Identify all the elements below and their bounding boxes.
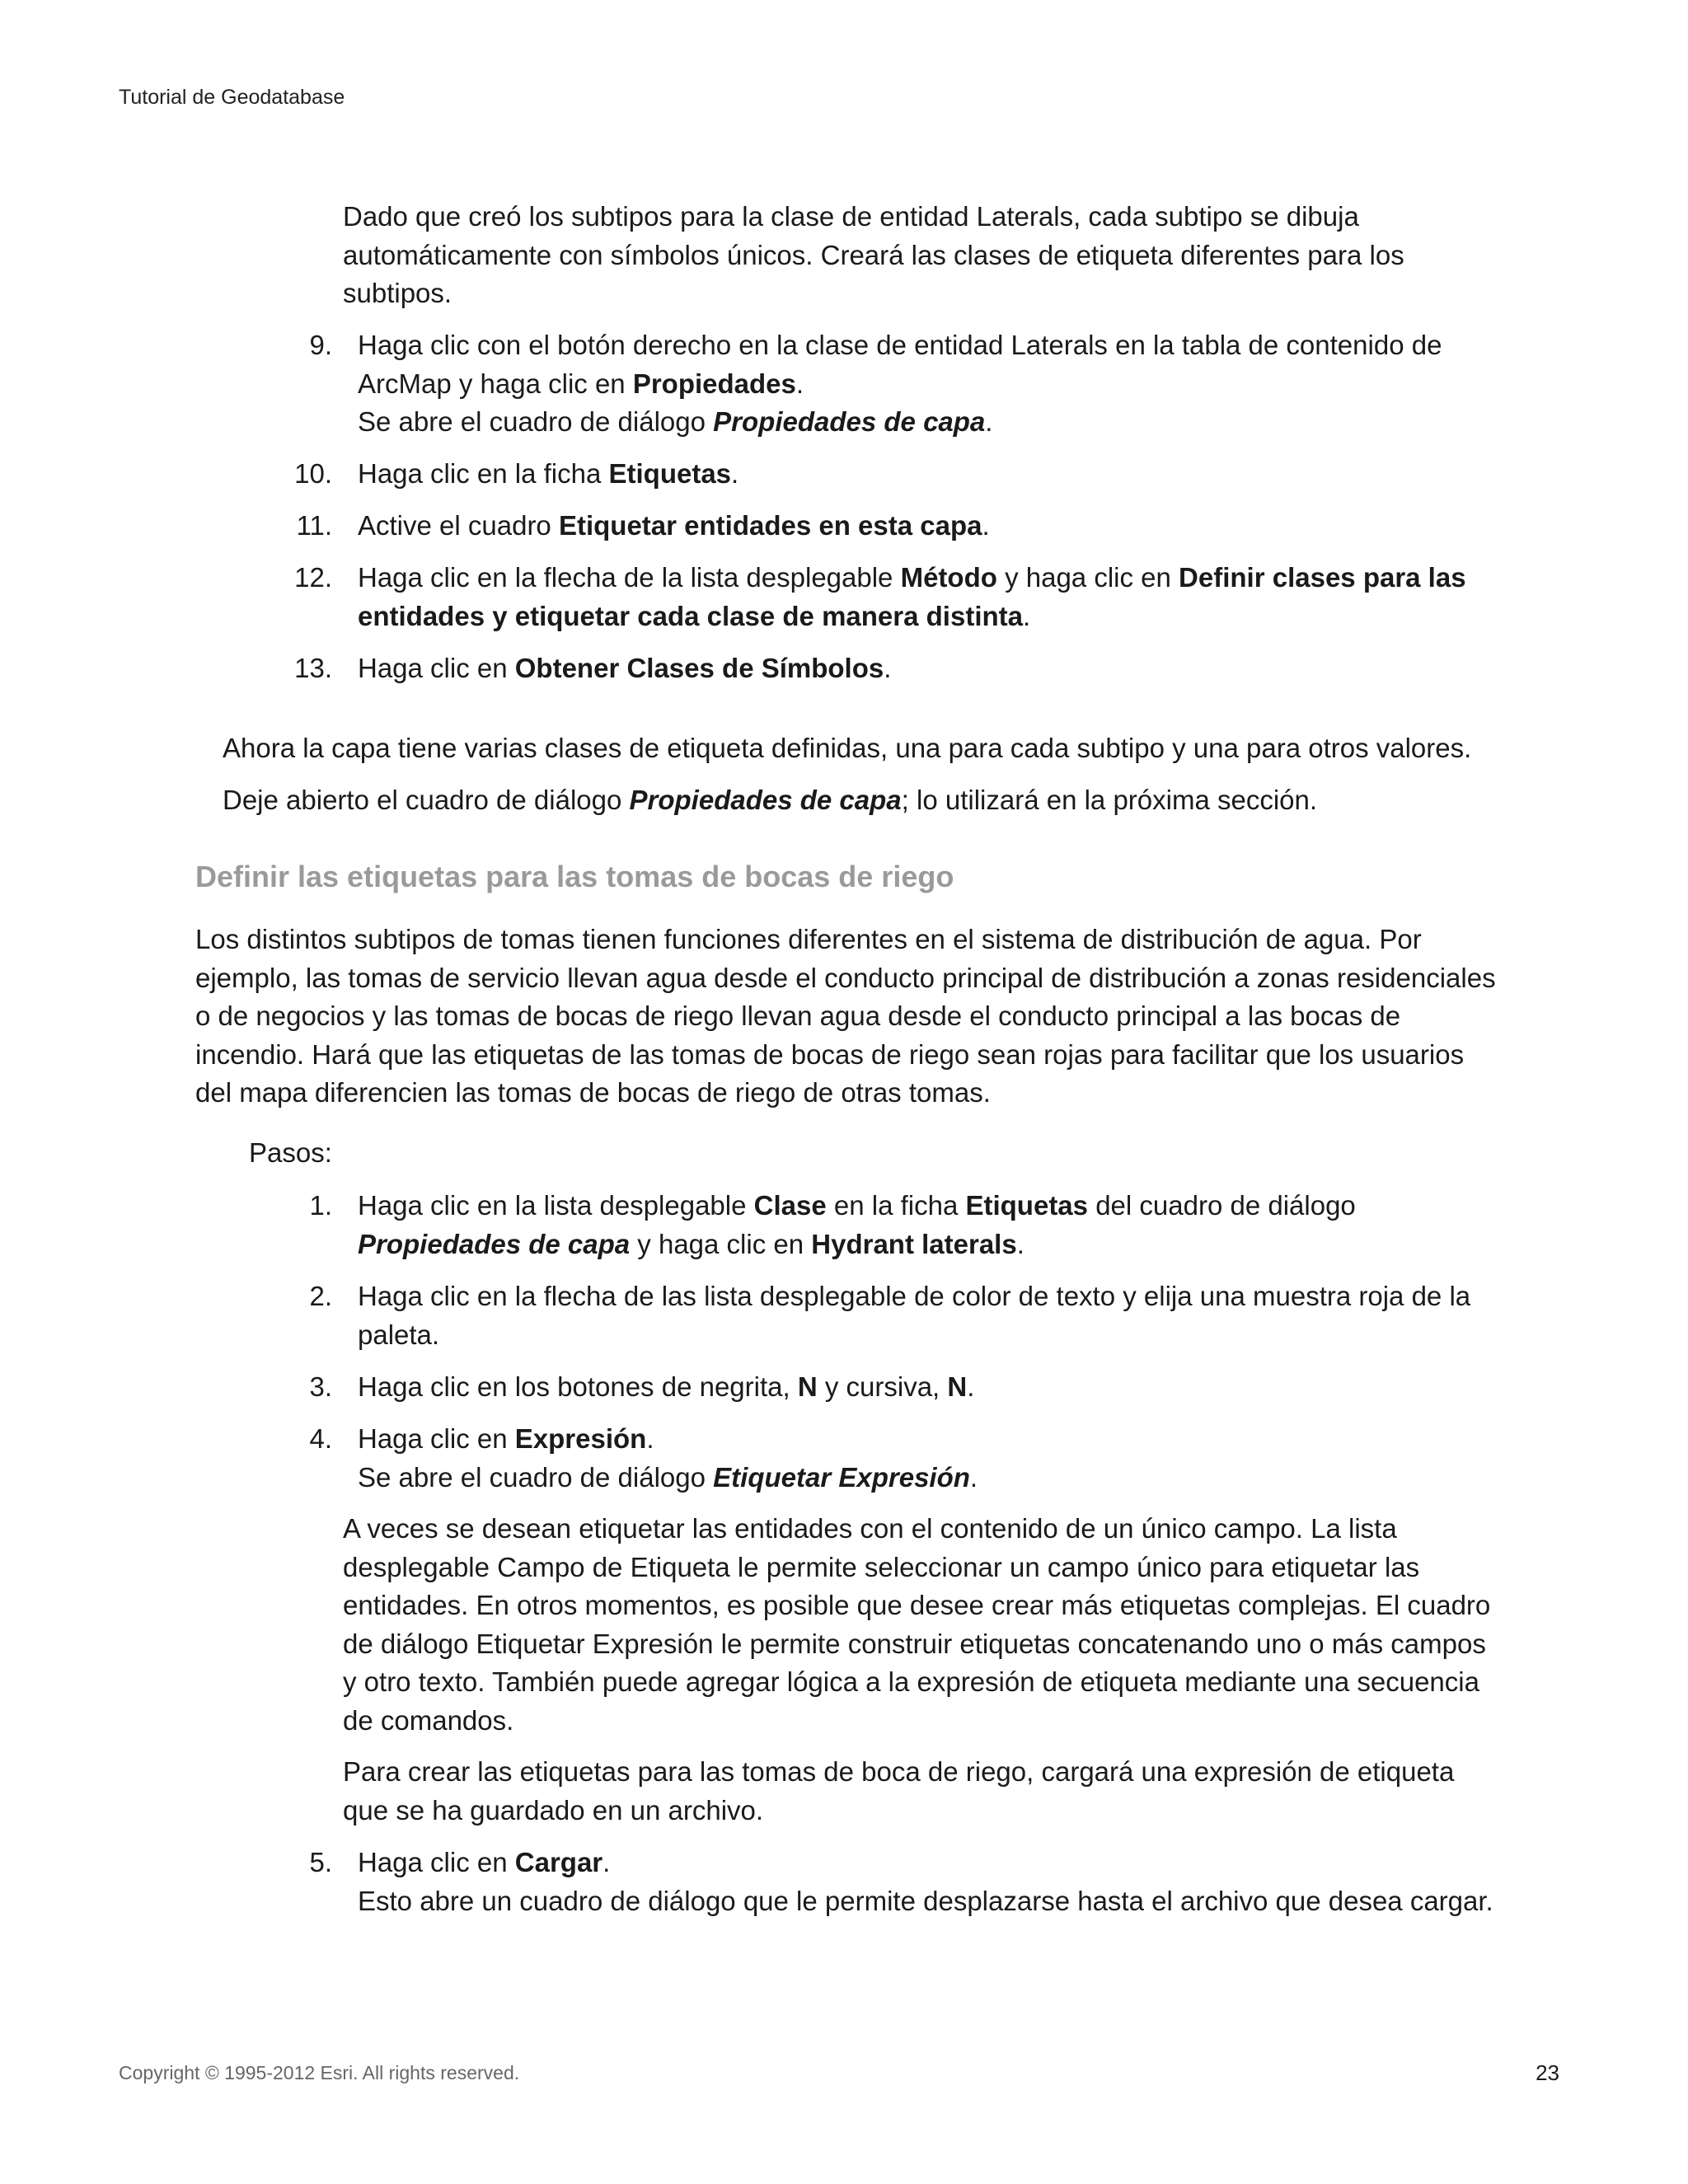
text-line: ArcMap y haga clic en Propiedades. (358, 368, 804, 399)
step-1 (358, 1187, 1356, 1263)
text-line: Haga clic en Expresión. (358, 1423, 654, 1454)
text-line: Haga clic en la flecha de la lista desplegable Método y haga clic en Definir clases para las (358, 562, 1466, 593)
ui-term: N (947, 1371, 968, 1402)
step-10: Haga clic en la ficha Etiquetas. (358, 458, 739, 489)
text-line: Haga clic en Cargar. (358, 1847, 611, 1877)
section-body (195, 921, 1496, 1113)
text-line: que se ha guardado en un archivo. (343, 1794, 764, 1825)
step-number: 10. (294, 458, 332, 489)
text-line: Se abre el cuadro de diálogo Propiedades de capa. (358, 406, 993, 437)
footer-copyright: Copyright © 1995-2012 Esri. All rights reserved. (119, 2062, 520, 2083)
step-12 (358, 559, 1466, 635)
ui-term: Obtener Clases de Símbolos (514, 653, 884, 683)
dialog-name: Propiedades de capa (358, 1228, 631, 1259)
text-line: desplegable Campo de Etiqueta le permite seleccionar un campo único para etiquetar las (343, 1551, 1420, 1582)
text-line: y otro texto. También puede agregar lógica a la expresión de etiqueta mediante una secuencia (343, 1666, 1479, 1697)
text-line: Se abre el cuadro de diálogo Etiquetar Expresión. (358, 1461, 978, 1493)
text-line: Haga clic con el botón derecho en la clase de entidad Laterals en la tabla de contenido de (358, 330, 1442, 360)
text-line: A veces se desean etiquetar las entidades con el contenido de un único campo. La lista (343, 1513, 1397, 1544)
step-3: Haga clic en los botones de negrita, N y cursiva, N. (358, 1371, 975, 1402)
step-9 (358, 326, 1442, 442)
dialog-name: Propiedades de capa (629, 785, 902, 815)
text-line: Propiedades de capa y haga clic en Hydrant laterals. (358, 1228, 1025, 1259)
summary-paragraph: Ahora la capa tiene varias clases de etiqueta definidas, una para cada subtipo y una para otros valores. (223, 733, 1472, 763)
text-line: ejemplo, las tomas de servicio llevan agua desde el conducto principal de distribución a zonas residenciales (195, 962, 1496, 993)
text-line: o de negocios y las tomas de bocas de riego llevan agua desde el conducto principal a las bocas de (195, 1001, 1401, 1031)
intro-paragraph (343, 198, 1404, 313)
step-note (343, 1753, 1454, 1830)
text-line: de diálogo Etiquetar Expresión le permite construir etiquetas concatenando uno o más campos (343, 1628, 1486, 1659)
step-number: 2. (309, 1281, 332, 1311)
ui-term: Etiquetar entidades en esta capa (558, 510, 982, 541)
ui-term: N (797, 1371, 818, 1402)
step-number: 1. (309, 1190, 332, 1221)
text-line: Haga clic en la lista desplegable Clase en la ficha Etiquetas del cuadro de diálogo (358, 1190, 1356, 1221)
ui-term: Clase (753, 1190, 827, 1221)
ui-term: Propiedades (632, 368, 796, 399)
section-heading: Definir las etiquetas para las tomas de bocas de riego (195, 860, 954, 893)
summary-paragraph: Deje abierto el cuadro de diálogo Propiedades de capa; lo utilizará en la próxima sección. (223, 785, 1318, 815)
step-number: 13. (294, 653, 332, 683)
step-note (343, 1510, 1490, 1740)
ui-term: Etiquetas (608, 458, 732, 489)
text-line: de comandos. (343, 1704, 514, 1736)
text-line: Los distintos subtipos de tomas tienen funciones diferentes en el sistema de distribución de agua. Por (195, 924, 1422, 954)
step-number: 11. (296, 510, 332, 541)
text-line: Para crear las etiquetas para las tomas de boca de riego, cargará una expresión de etiqueta (343, 1756, 1455, 1787)
ui-term: Definir clases para las (1179, 562, 1466, 593)
page-number: 23 (1536, 2060, 1559, 2085)
ui-term: Cargar (514, 1847, 603, 1877)
text-line: automáticamente con símbolos únicos. Creará las clases de etiqueta diferentes para los (343, 239, 1404, 270)
step-13: Haga clic en Obtener Clases de Símbolos. (358, 653, 892, 683)
step-number: 3. (309, 1371, 332, 1402)
ui-term: Hydrant laterals (811, 1228, 1017, 1259)
text-line: entidades. En otros momentos, es posible que desee crear más etiquetas complejas. El cuadro (343, 1590, 1491, 1620)
step-5 (358, 1844, 1493, 1920)
text-line: Dado que creó los subtipos para la clase de entidad Laterals, cada subtipo se dibuja (343, 201, 1359, 232)
step-number: 5. (309, 1847, 332, 1877)
dialog-name: Propiedades de capa (713, 406, 986, 437)
ui-term: Método (900, 562, 997, 593)
ui-term: Expresión (514, 1423, 647, 1454)
step-4 (358, 1420, 978, 1497)
step-number: 4. (309, 1423, 332, 1454)
running-header: Tutorial de Geodatabase (119, 86, 345, 109)
text-line: paleta. (358, 1319, 440, 1350)
step-2 (358, 1277, 1470, 1354)
text-line: entidades y etiquetar cada clase de manera distinta. (358, 600, 1031, 631)
text-line: del mapa diferencien las tomas de bocas de riego de otras tomas. (195, 1077, 991, 1108)
ui-term: entidades y etiquetar cada clase de manera distinta (358, 600, 1023, 631)
text-line: Haga clic en la flecha de las lista desplegable de color de texto y elija una muestra roja de la (358, 1281, 1471, 1311)
text-line: Esto abre un cuadro de diálogo que le permite desplazarse hasta el archivo que desea cargar. (358, 1885, 1493, 1916)
dialog-name: Etiquetar Expresión (713, 1461, 970, 1493)
step-number: 12. (294, 562, 332, 593)
step-11: Active el cuadro Etiquetar entidades en esta capa. (358, 510, 990, 541)
step-number: 9. (309, 330, 332, 360)
ui-term: Etiquetas (965, 1190, 1089, 1221)
text-line: subtipos. (343, 278, 452, 308)
steps-label: Pasos: (249, 1137, 332, 1168)
text-line: incendio. Hará que las etiquetas de las tomas de bocas de riego sean rojas para facilitar que los usuarios (195, 1038, 1465, 1070)
